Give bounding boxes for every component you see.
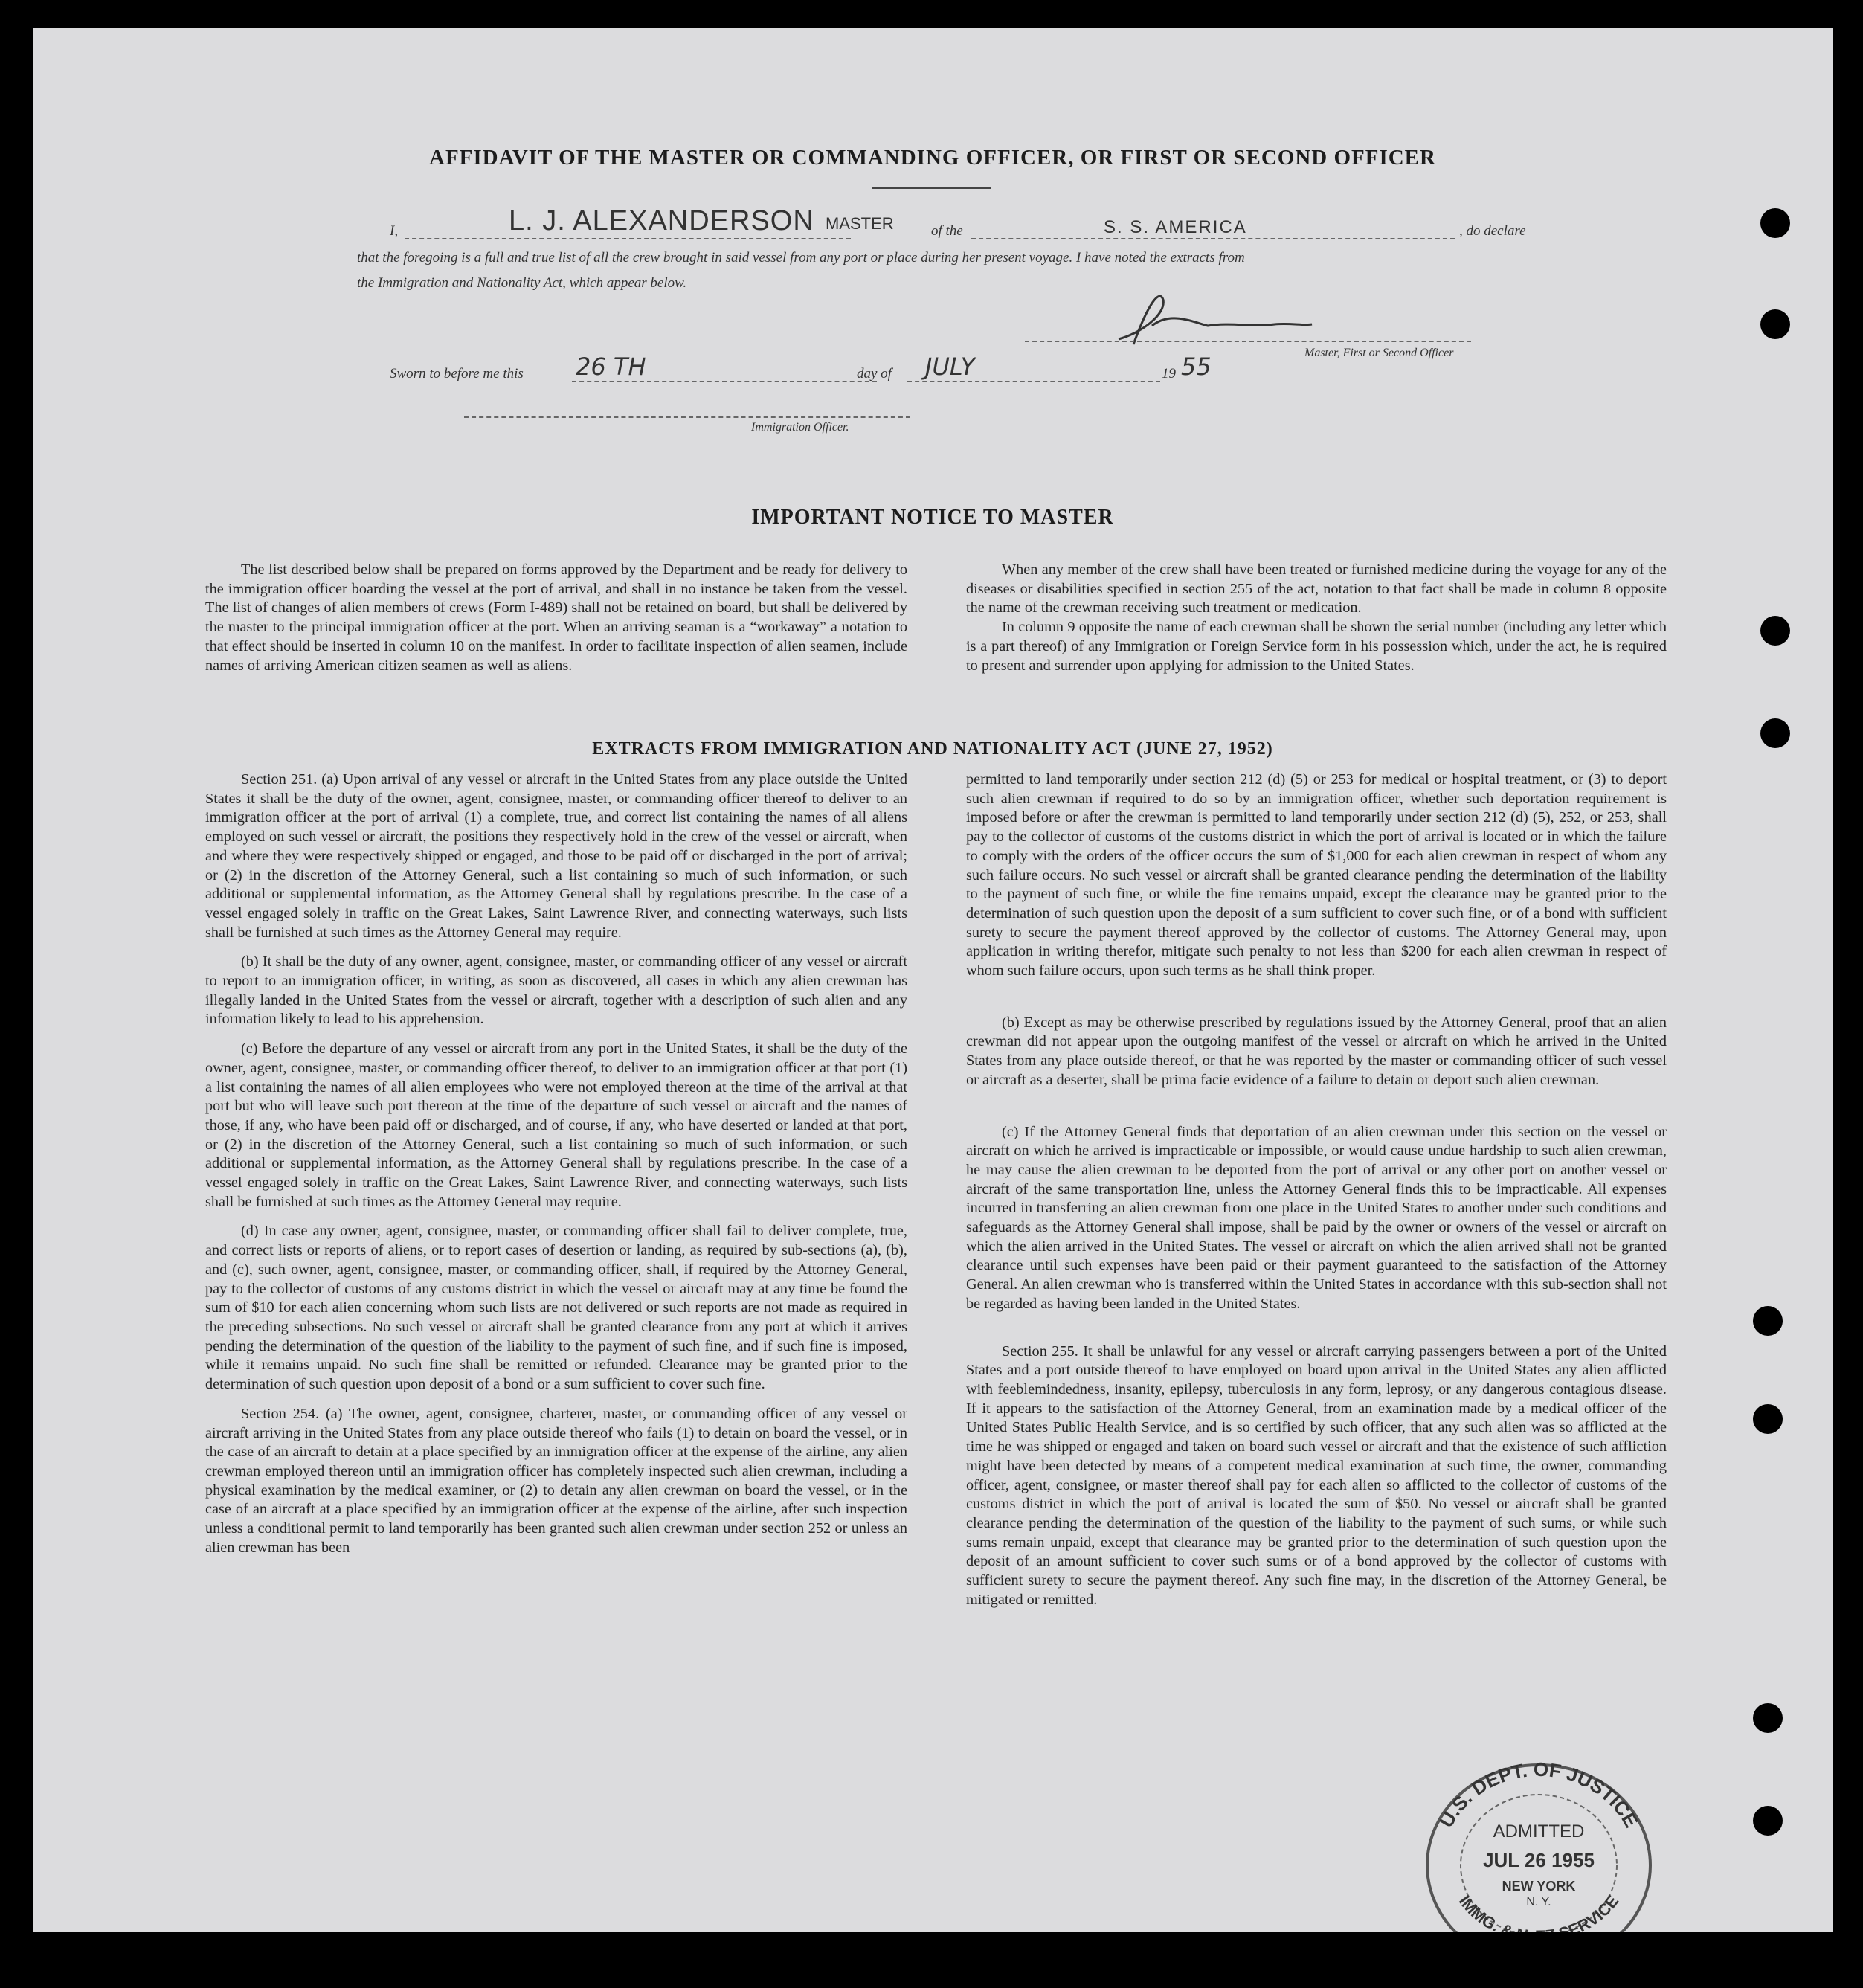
officer-caption: Immigration Officer.: [751, 421, 849, 434]
notice-left-paragraph: The list described below shall be prepared on forms approved by the Department and be ready for delivery to the immigration officer boarding the vessel at the port of arrival, and shall in no instance be taken from the vessel. The list of changes of alien members of crews (Form I-489) shall not be retained on board, but shall be delivered by the master to the principal immigration officer at the port. When an arriving seaman is a “workaway” a notation to that effect should be inserted in column 10 on the manifest. In order to facilitate inspection of alien seamen, include names of arriving American citizen seamen as well as aliens.: [205, 562, 907, 674]
section-254a-continued: permitted to land temporarily under section 212 (d) (5) or 253 for medical or hospital treatment, or (3) to deport such alien crewman if required to do so by an immigration officer, whether such deportation requirement is imposed before or after the crewman is permitted to land temporarily under section 212 (d) (5), 252, or 253, shall pay to the collector of customs of the customs district in which the port of arrival is located or in which the failure to comply with the orders of the officer occurs the sum of $1,000 for each alien crewman in respect of whom any such failure occurs. No such vessel or aircraft shall be granted clearance pending the determination of the liability to the payment of such fine, or while the fine remains unpaid, except the clearance may be granted prior to the determination of such question upon the deposit of a sum sufficient to cover such fine, or of a bond with sufficient surety to secure the payment thereof approved by the collector of customs. The Attorney General may, upon application in writing therefor, mitigate such penalty to not less than $200 for each alien crewman in respect of whom such failure occurs, upon such terms as he shall think proper.: [966, 771, 1667, 979]
master-name: L. J. ALEXANDERSON: [509, 205, 814, 237]
caption-master: Master,: [1304, 347, 1340, 359]
sworn-month: JULY: [925, 353, 976, 381]
statement-line-1: that the foregoing is a full and true list of all the crew brought in said vessel from any port or place during her present voyage. I have noted the extracts from: [357, 250, 1245, 266]
stamp-date: JUL 26 1955: [1483, 1849, 1595, 1871]
do-declare-label: , do declare: [1459, 223, 1526, 239]
vessel-name: S. S. AMERICA: [1104, 217, 1247, 237]
notice-right-column: [966, 561, 1667, 686]
section-251a: Section 251. (a) Upon arrival of any vessel or aircraft in the United States from any place outside the United States it shall be the duty of the owner, agent, consignee, master, or commanding officer thereof to deliver to an immigration officer at the port of arrival (1) a complete, true, and correct list containing the names of all aliens employed on such vessel or aircraft, the positions they respectively hold in the crew of the vessel or aircraft, when and where they were respectively shipped or engaged, and those to be paid off or discharged in the port of arrival; or (2) in the discretion of the Attorney General, such a list containing so much of such information, or such additional or supplemental information, as the Attorney General shall by regulations prescribe. In the case of a vessel engaged solely in traffic on the Great Lakes, Saint Lawrence River, and connecting waterways, such lists shall be furnished at such times as the Attorney General may require.: [205, 771, 907, 941]
document-page: [33, 28, 1833, 1946]
i-label: I,: [390, 223, 399, 239]
punch-hole: [1753, 1806, 1783, 1836]
notice-title: IMPORTANT NOTICE TO MASTER: [751, 506, 1114, 529]
extracts-left-column: [205, 771, 907, 1568]
affidavit-title: AFFIDAVIT OF THE MASTER OR COMMANDING OFFICER, OR FIRST OR SECOND OFFICER: [429, 146, 1436, 170]
stamp-admitted: ADMITTED: [1493, 1821, 1585, 1841]
sworn-month-line: [907, 381, 1160, 382]
rank-label: MASTER: [826, 214, 894, 233]
stamp-city: NEW YORK: [1502, 1879, 1576, 1894]
year-suffix: 55: [1181, 353, 1212, 381]
section-251d: (d) In case any owner, agent, consignee, master, or commanding officer shall fail to deliver complete, true, and correct lists or reports of aliens, or to report cases of desertion or landing, as required by sub-sections (a), (b), and (c), such owner, agent, consignee, master, or commanding officer, shall, if required by the Attorney General, pay to the collector of customs of any customs district in which the vessel or aircraft may at any time be found the sum of $10 for each alien concerning whom such lists are not delivered or such reports are not made as required in the preceding subsections. No such vessel or aircraft shall be granted clearance from any port at which it arrives pending the determination of the question of the liability to the payment of such fine, and if such fine is imposed, while it remains unpaid. No such fine shall be remitted or refunded. Clearance may be granted prior to the determination of such question upon deposit of a bond or a sum sufficient to cover such fine.: [205, 1223, 907, 1393]
punch-hole: [1760, 309, 1790, 339]
section-254b: (b) Except as may be otherwise prescribed by regulations issued by the Attorney General, proof that an alien crewman did not appear upon the outgoing manifest of the vessel or aircraft on which he arrived in the United States from any place outside thereof, or that he was reported by the master or commanding officer of such vessel or aircraft as a deserter, shall be prima facie evidence of a failure to detain or deport such alien crewman.: [966, 1014, 1667, 1088]
punch-hole: [1753, 1306, 1783, 1336]
vessel-line: [971, 238, 1455, 239]
notice-right-paragraph-2: In column 9 opposite the name of each crewman shall be shown the serial number (including any letter which is a part thereof) of any Immigration or Foreign Service form in his possession which, under the act, he is required to present and surrender upon applying for admission to the United States.: [966, 619, 1667, 674]
of-the-label: of the: [931, 223, 963, 239]
section-255: Section 255. It shall be unlawful for any vessel or aircraft carrying passengers between a port of the United States and a port outside thereof to have employed on board upon arrival in the United States any alien afflicted with feeblemindedness, insanity, epilepsy, tuberculosis in any form, leprosy, or any dangerous contagious disease. If it appears to the satisfaction of the Attorney General, from an examination made by a medical officer of the United States Public Health Service, and is so certified by such officer, that any such alien was so afflicted at the time he was shipped or engaged and taken on board such vessel or aircraft and that the existence of such affliction might have been detected by means of a competent medical examination at such time, the owner, commanding officer, agent, consignee, or master thereof shall pay for each alien so afflicted to the collector of customs of the customs district in which the port of arrival is located the sum of $50. No vessel or aircraft shall be granted clearance pending the determination of the question of the liability to the payment of such sums, or while such sums remain unpaid, except that clearance may be granted prior to the determination of such question upon the deposit of an amount sufficient to cover such sums or of a bond approved by the collector of customs with sufficient surety to secure the payment thereof. Any such fine may, in the discretion of the Attorney General, be mitigated or remitted.: [966, 1342, 1667, 1608]
statement-line-2: the Immigration and Nationality Act, which appear below.: [357, 275, 687, 291]
caption-struck-officer: First or Second Officer: [1342, 347, 1454, 359]
title-rule: [872, 187, 991, 189]
punch-hole: [1753, 1703, 1783, 1733]
punch-hole: [1760, 208, 1790, 238]
punch-hole: [1760, 616, 1790, 646]
officer-line: [464, 416, 910, 418]
year-prefix: 19: [1162, 366, 1176, 382]
extracts-title: EXTRACTS FROM IMMIGRATION AND NATIONALITY ACT (JUNE 27, 1952): [592, 739, 1273, 759]
notice-left-column: [205, 561, 907, 686]
admitted-stamp: [1412, 1754, 1665, 1946]
signature-line: [1025, 341, 1471, 342]
sworn-day-line: [572, 381, 877, 382]
stamp-top-text: U.S. DEPT. OF JUSTICE: [1435, 1757, 1643, 1832]
stamp-state: N. Y.: [1526, 1896, 1551, 1908]
master-signature: [1089, 281, 1327, 356]
sworn-label: Sworn to before me this: [390, 366, 524, 382]
signature-caption: [1304, 347, 1453, 360]
sworn-day: 26 TH: [576, 353, 646, 381]
notice-right-paragraph-1: When any member of the crew shall have been treated or furnished medicine during the voyage for any of the diseases or disabilities specified in section 255 of the act, notation to that fact shall be made in column 8 opposite the name of the crewman receiving such treatment or medication.: [966, 562, 1667, 617]
stamp-bottom-text: IMMG. & N. TZ SERVICE: [1455, 1891, 1623, 1946]
section-251b: (b) It shall be the duty of any owner, agent, consignee, master, or commanding officer of any vessel or aircraft to report to an immigration officer, in writing, as soon as discovered, all cases in which any alien crewman has illegally landed in the United States from the vessel or aircraft, together with a description of such alien and any information likely to lead to his apprehension.: [205, 953, 907, 1028]
extracts-right-column: [966, 771, 1667, 1620]
day-of-label: day of: [857, 366, 892, 382]
section-251c: (c) Before the departure of any vessel or aircraft from any port in the United States, it shall be the duty of the owner, agent, consignee, master, or commanding officer thereof, to deliver to an immigration officer at that port (1) a list containing the names of all alien employees who were not employed thereon at the time of the arrival at that port but who will leave such port thereon at the time of the departure of such vessel or aircraft and the names of those, if any, who have been paid off or discharged, and of course, if any, who have deserted or landed at that port, or (2) in the discretion of the Attorney General, such a list containing so much of such information, or such additional or supplemental information, as the Attorney General shall by regulations prescribe. In the case of a vessel engaged solely in traffic on the Great Lakes, Saint Lawrence River, and connecting waterways, such lists shall be furnished at such times as the Attorney General may require.: [205, 1040, 907, 1210]
punch-hole: [1753, 1404, 1783, 1434]
section-254a: Section 254. (a) The owner, agent, consignee, charterer, master, or commanding officer of any vessel or aircraft arriving in the United States from any place outside thereof who fails (1) to detain on board the vessel, or in the case of an aircraft to detain at a place specified by an immigration officer at the expense of the airline, any alien crewman employed thereon until an immigration officer has completely inspected such alien crewman, including a physical examination by the medical examiner, or (2) to detain any alien crewman on board the vessel, or in the case of an aircraft at a place specified by an immigration officer at the expense of the airline, after such inspection unless a conditional permit to land temporarily has been granted such alien crewman under section 252 or unless an alien crewman has been: [205, 1405, 907, 1556]
punch-hole: [1760, 718, 1790, 748]
section-254c: (c) If the Attorney General finds that deportation of an alien crewman under this section on the vessel or aircraft on which he arrived is impracticable or impossible, or would cause undue hardship to such alien crewman, he may cause the alien crewman to be deported from the port of arrival or any other port on another vessel or aircraft of the same transportation line, unless the Attorney General finds this to be impracticable. All expenses incurred in transferring an alien crewman from one place in the United States to another under such conditions and safeguards as the Attorney General shall impose, shall be paid by the owner or owners of the vessel or aircraft on which the alien arrived in the United States. The vessel or aircraft on which the alien arrived shall not be granted clearance until such expenses have been paid or their payment guaranteed to the satisfaction of the Attorney General. An alien crewman who is transferred within the United States in accordance with this sub-section shall not be regarded as having been landed in the United States.: [966, 1123, 1667, 1312]
name-line: [405, 238, 851, 239]
